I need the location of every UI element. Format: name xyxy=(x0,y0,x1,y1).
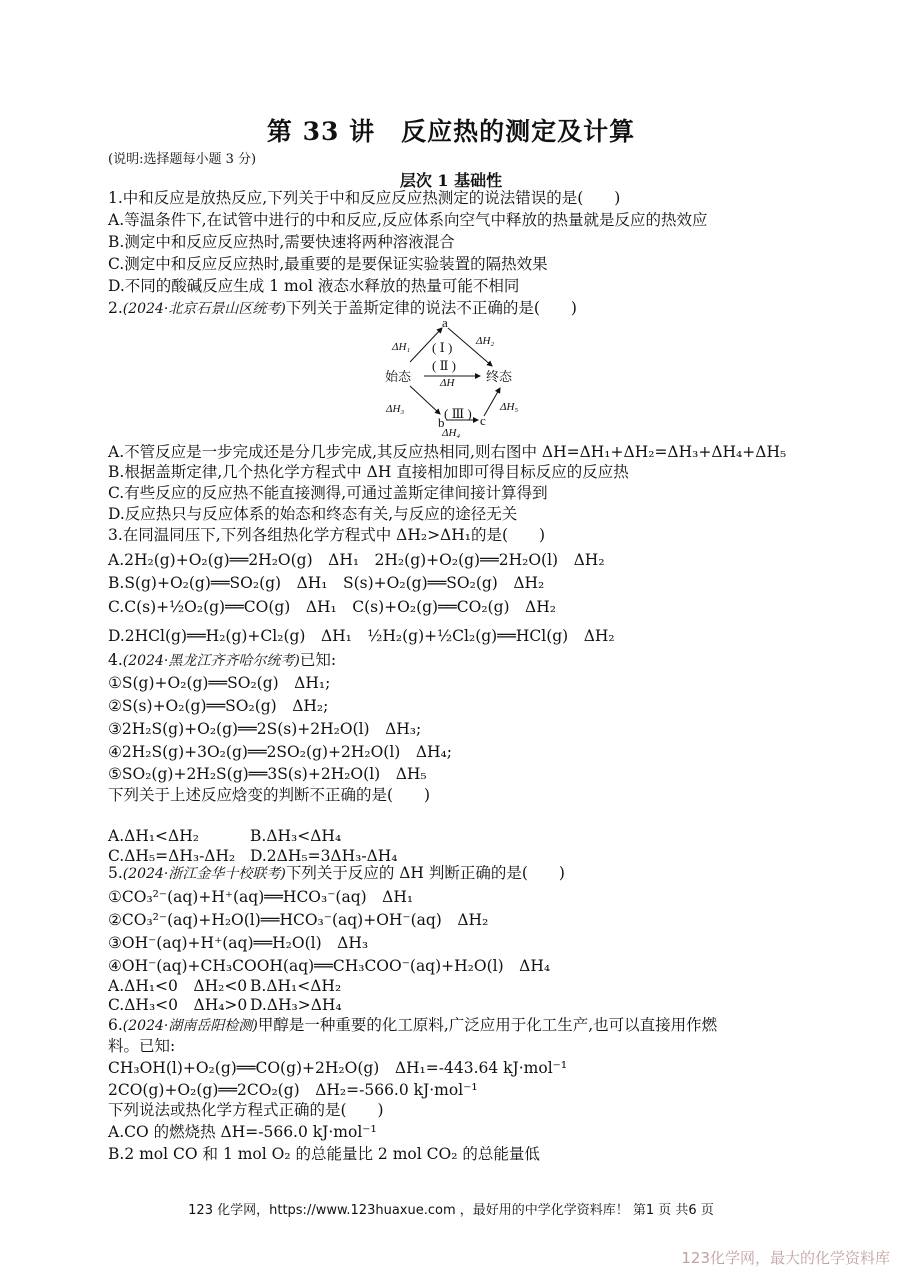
route-3: ( Ⅲ ) xyxy=(444,406,472,421)
q1-option-c: C.测定中和反应反应热时,最重要的是要保证实验装置的隔热效果 xyxy=(108,255,548,273)
watermark: 123化学网，最大的化学资料库 xyxy=(681,1249,890,1267)
score-note: (说明:选择题每小题 3 分) xyxy=(108,152,257,167)
label-dh1: ΔH₁ xyxy=(392,341,411,353)
q1-option-b: B.测定中和反应反应热时,需要快速将两种溶液混合 xyxy=(108,233,455,251)
q5-reaction-1: ①CO₃²⁻(aq)+H⁺(aq)══HCO₃⁻(aq) ΔH₁ xyxy=(108,888,414,906)
q6-option-a: A.CO 的燃烧热 ΔH=-566.0 kJ·mol⁻¹ xyxy=(108,1123,377,1141)
q4-reaction-3: ③2H₂S(g)+O₂(g)══2S(s)+2H₂O(l) ΔH₃; xyxy=(108,720,422,738)
q5-option-a: A.ΔH₁<0 ΔH₂<0 xyxy=(108,977,248,995)
q4-option-b: B.ΔH₃<ΔH₄ xyxy=(250,827,342,845)
route-1: ( Ⅰ ) xyxy=(432,340,453,355)
q4-reaction-4: ④2H₂S(g)+3O₂(g)══2SO₂(g)+2H₂O(l) ΔH₄; xyxy=(108,743,452,761)
q5-reaction-3: ③OH⁻(aq)+H⁺(aq)══H₂O(l) ΔH₃ xyxy=(108,934,369,952)
label-dh: ΔH xyxy=(440,377,455,389)
q6-reaction-1: CH₃OH(l)+O₂(g)══CO(g)+2H₂O(g) ΔH₁=-443.64 kJ·mol⁻¹ xyxy=(108,1059,568,1077)
q3-option-b: B.S(g)+O₂(g)══SO₂(g) ΔH₁ S(s)+O₂(g)══SO₂(g) ΔH₂ xyxy=(108,574,545,592)
node-b: b xyxy=(438,415,445,430)
q5-stem: 5.(2024·浙江金华十校联考)下列关于反应的 ΔH 判断正确的是( ) xyxy=(108,864,565,882)
q5-option-c: C.ΔH₃<0 ΔH₄>0 xyxy=(108,996,248,1014)
q1-option-a: A.等温条件下,在试管中进行的中和反应,反应体系向空气中释放的热量就是反应的热效应 xyxy=(108,211,708,229)
q1-option-d: D.不同的酸碱反应生成 1 mol 液态水释放的热量可能不相同 xyxy=(108,277,520,295)
q6-option-b: B.2 mol CO 和 1 mol O₂ 的总能量比 2 mol CO₂ 的总能量低 xyxy=(108,1145,540,1163)
page-title: 第 33 讲 反应热的测定及计算 xyxy=(266,117,636,146)
q4-option-c: C.ΔH₅=ΔH₃-ΔH₂ xyxy=(108,847,236,865)
q5-reaction-2: ②CO₃²⁻(aq)+H₂O(l)══HCO₃⁻(aq)+OH⁻(aq) ΔH₂ xyxy=(108,911,489,929)
q4-option-d: D.2ΔH₅=3ΔH₃-ΔH₄ xyxy=(250,847,398,865)
q3-option-c: C.C(s)+½O₂(g)══CO(g) ΔH₁ C(s)+O₂(g)══CO₂(g) ΔH₂ xyxy=(108,598,556,616)
q2-stem: 2.(2024·北京石景山区统考)下列关于盖斯定律的说法不正确的是( ) xyxy=(108,299,577,317)
q2-option-d: D.反应热只与反应体系的始态和终态有关,与反应的途径无关 xyxy=(108,505,518,523)
q4-option-a: A.ΔH₁<ΔH₂ xyxy=(108,827,199,845)
node-a: a xyxy=(442,318,448,330)
q4-reaction-2: ②S(s)+O₂(g)══SO₂(g) ΔH₂; xyxy=(108,697,329,715)
hess-law-diagram xyxy=(380,318,540,440)
label-dh5: ΔH₅ xyxy=(500,401,519,413)
q4-reaction-1: ①S(g)+O₂(g)══SO₂(g) ΔH₁; xyxy=(108,674,331,692)
label-dh4: ΔH₄ xyxy=(442,427,461,439)
node-c: c xyxy=(480,413,486,428)
q2-option-b: B.根据盖斯定律,几个热化学方程式中 ΔH 直接相加即可得目标反应的反应热 xyxy=(108,463,629,481)
q2-option-a: A.不管反应是一步完成还是分几步完成,其反应热相同,则右图中 ΔH=ΔH₁+ΔH₂=ΔH₃+ΔH₄+ΔH₅ xyxy=(108,443,787,461)
q6-stem-cont: 料。已知: xyxy=(108,1037,176,1055)
q2-option-c: C.有些反应的反应热不能直接测得,可通过盖斯定律间接计算得到 xyxy=(108,484,548,502)
route-2: ( Ⅱ ) xyxy=(432,358,456,373)
q4-stem: 4.(2024·黑龙江齐齐哈尔统考)已知: xyxy=(108,651,337,669)
q3-stem: 3.在同温同压下,下列各组热化学方程式中 ΔH₂>ΔH₁的是( ) xyxy=(108,526,546,544)
node-end: 终态 xyxy=(486,369,513,384)
label-dh3: ΔH₃ xyxy=(386,403,405,415)
page-footer: 123 化学网，https://www.123huaxue.com ，最好用的中学化学资料库！ 第1 页 共6 页 xyxy=(188,1203,714,1218)
q3-option-a: A.2H₂(g)+O₂(g)══2H₂O(g) ΔH₁ 2H₂(g)+O₂(g)══2H₂O(l) ΔH₂ xyxy=(108,551,605,569)
q4-reaction-5: ⑤SO₂(g)+2H₂S(g)══3S(s)+2H₂O(l) ΔH₅ xyxy=(108,765,427,783)
q5-option-b: B.ΔH₁<ΔH₂ xyxy=(250,977,342,995)
label-dh2: ΔH₂ xyxy=(476,335,495,347)
q6-question: 下列说法或热化学方程式正确的是( ) xyxy=(108,1101,384,1119)
q4-question: 下列关于上述反应焓变的判断不正确的是( ) xyxy=(108,786,431,804)
section-heading: 层次 1 基础性 xyxy=(399,171,503,190)
node-start: 始态 xyxy=(385,369,412,384)
q5-option-d: D.ΔH₃>ΔH₄ xyxy=(250,996,342,1014)
q5-reaction-4: ④OH⁻(aq)+CH₃COOH(aq)══CH₃COO⁻(aq)+H₂O(l) ΔH₄ xyxy=(108,957,551,975)
q6-reaction-2: 2CO(g)+O₂(g)══2CO₂(g) ΔH₂=-566.0 kJ·mol⁻¹ xyxy=(108,1081,478,1099)
q1-stem: 1.中和反应是放热反应,下列关于中和反应反应热测定的说法错误的是( ) xyxy=(108,189,621,207)
q6-stem: 6.(2024·湖南岳阳检测)甲醇是一种重要的化工原料,广泛应用于化工生产,也可以直接用作燃 xyxy=(108,1016,718,1034)
q3-option-d: D.2HCl(g)══H₂(g)+Cl₂(g) ΔH₁ ½H₂(g)+½Cl₂(g)══HCl(g) ΔH₂ xyxy=(108,627,615,645)
